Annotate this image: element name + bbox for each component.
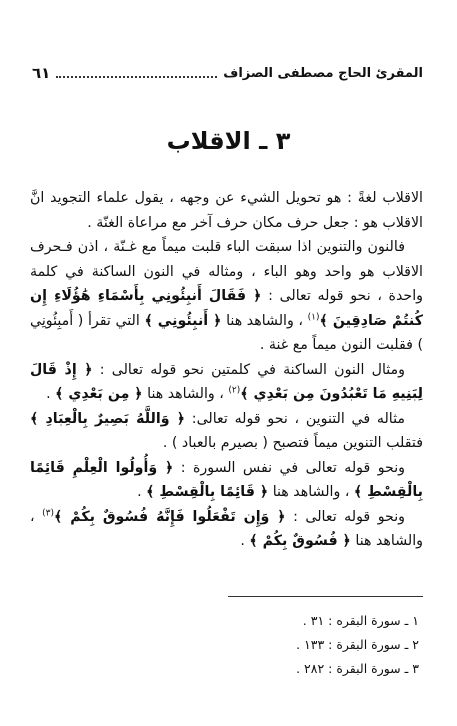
text-run: ، والشاهد هنا [30, 508, 423, 549]
running-header [32, 62, 423, 84]
quran-quote: ﴿ قَائِمًا بِالْقِسْطِ ﴾ [146, 484, 269, 500]
quran-quote: ﴿ مِن بَعْدِي ﴾ [55, 386, 143, 402]
text-run: مثاله في التنوين ، نحو قوله تعالى: [185, 410, 405, 427]
body-text [30, 186, 423, 554]
text-run: . [137, 484, 147, 500]
quran-quote: ﴿ وَإِن تَفْعَلُوا فَإِنَّهُ فُسُوقٌ بِكُمْ ﴾ [53, 508, 286, 525]
text-run: فالنون والتنوين اذا سبقت الباء قلبت ميماً مع غـنّة ، اذن فـحرف الاقلاب هو واحد وهو الباء ، ومثاله في النون الساكنة في كلمة واحدة ، نحو قوله تعالى : [30, 239, 423, 304]
text-run: الاقلاب لغةً : هو تحويل الشيء عن وجهه ، يقول علماء التجويد انَّ الاقلاب هو : جعل حرف مكان حرف آخر مع مراعاة الغنّة . [30, 190, 423, 231]
paragraph [30, 407, 423, 456]
text-run: ومثال النون الساكنة في كلمتين نحو قوله تعالى : [92, 361, 405, 378]
text-run: التي تقرأ ( أَمبِئُونِي ) فقلبت النون ميماً مع غنة . [30, 312, 423, 353]
paragraph [30, 456, 423, 505]
quran-quote: ﴿ وَاللَّهُ بَصِيرٌ بِالْعِبَادِ ﴾ [30, 410, 186, 427]
text-run: ونحو قوله تعالى في نفس السورة : [173, 459, 405, 476]
header-title: المقرئ الحاج مصطفى الصزاف [223, 65, 423, 81]
quran-quote: ﴿ أَنبِئُونِي ﴾ [144, 312, 222, 329]
footnote-2: ٢ ـ سورة البقرة : ١٣٣ . [296, 637, 419, 652]
quran-quote: ﴿ إِذْ قَالَ لِبَنِيهِ مَا تَعْبُدُونَ مِن بَعْدِي ﴾ [30, 361, 423, 402]
paragraph [30, 235, 423, 358]
header-dot-leader [56, 68, 217, 78]
paragraph [30, 505, 423, 554]
paragraph [30, 358, 423, 407]
text-run: ، والشاهد هنا [142, 386, 229, 402]
quran-quote: ﴿ فُسُوقٌ بِكُمْ ﴾ [249, 533, 351, 549]
quran-quote: ﴿ فَقَالَ أَنبِئُونِي بِأَسْمَاءِ هَٰؤُلَاءِ إِن كُنتُمْ صَادِقِينَ ﴾ [30, 288, 423, 329]
text-run: ونحو قوله تعالى : [285, 508, 405, 525]
footnote-3: ٣ ـ سورة البقرة : ٢٨٢ . [296, 661, 419, 676]
text-run: . [46, 386, 56, 402]
page-number: ٦١ [32, 64, 51, 82]
quran-quote: ﴿ وَأُولُوا الْعِلْمِ قَائِمًا بِالْقِسْطِ ﴾ [30, 459, 423, 500]
paragraph [30, 186, 423, 235]
footnote-ref: (١) [307, 311, 320, 322]
text-run: . [240, 533, 250, 549]
footnote-ref: (٢) [228, 385, 241, 396]
section-title: ٣ ـ الاقلاب [166, 127, 291, 155]
footnote-ref: (٣) [42, 507, 54, 518]
text-run: ، والشاهد هنا [268, 484, 354, 500]
footnote-1: ١ ـ سورة البقره : ٣١ . [302, 613, 419, 628]
footnote-separator [228, 596, 423, 597]
text-run: فتقلب التنوين ميماً فتصبح ( بصيرم بالعباد ) . [162, 435, 423, 451]
text-run: ، والشاهد هنا [221, 312, 308, 329]
